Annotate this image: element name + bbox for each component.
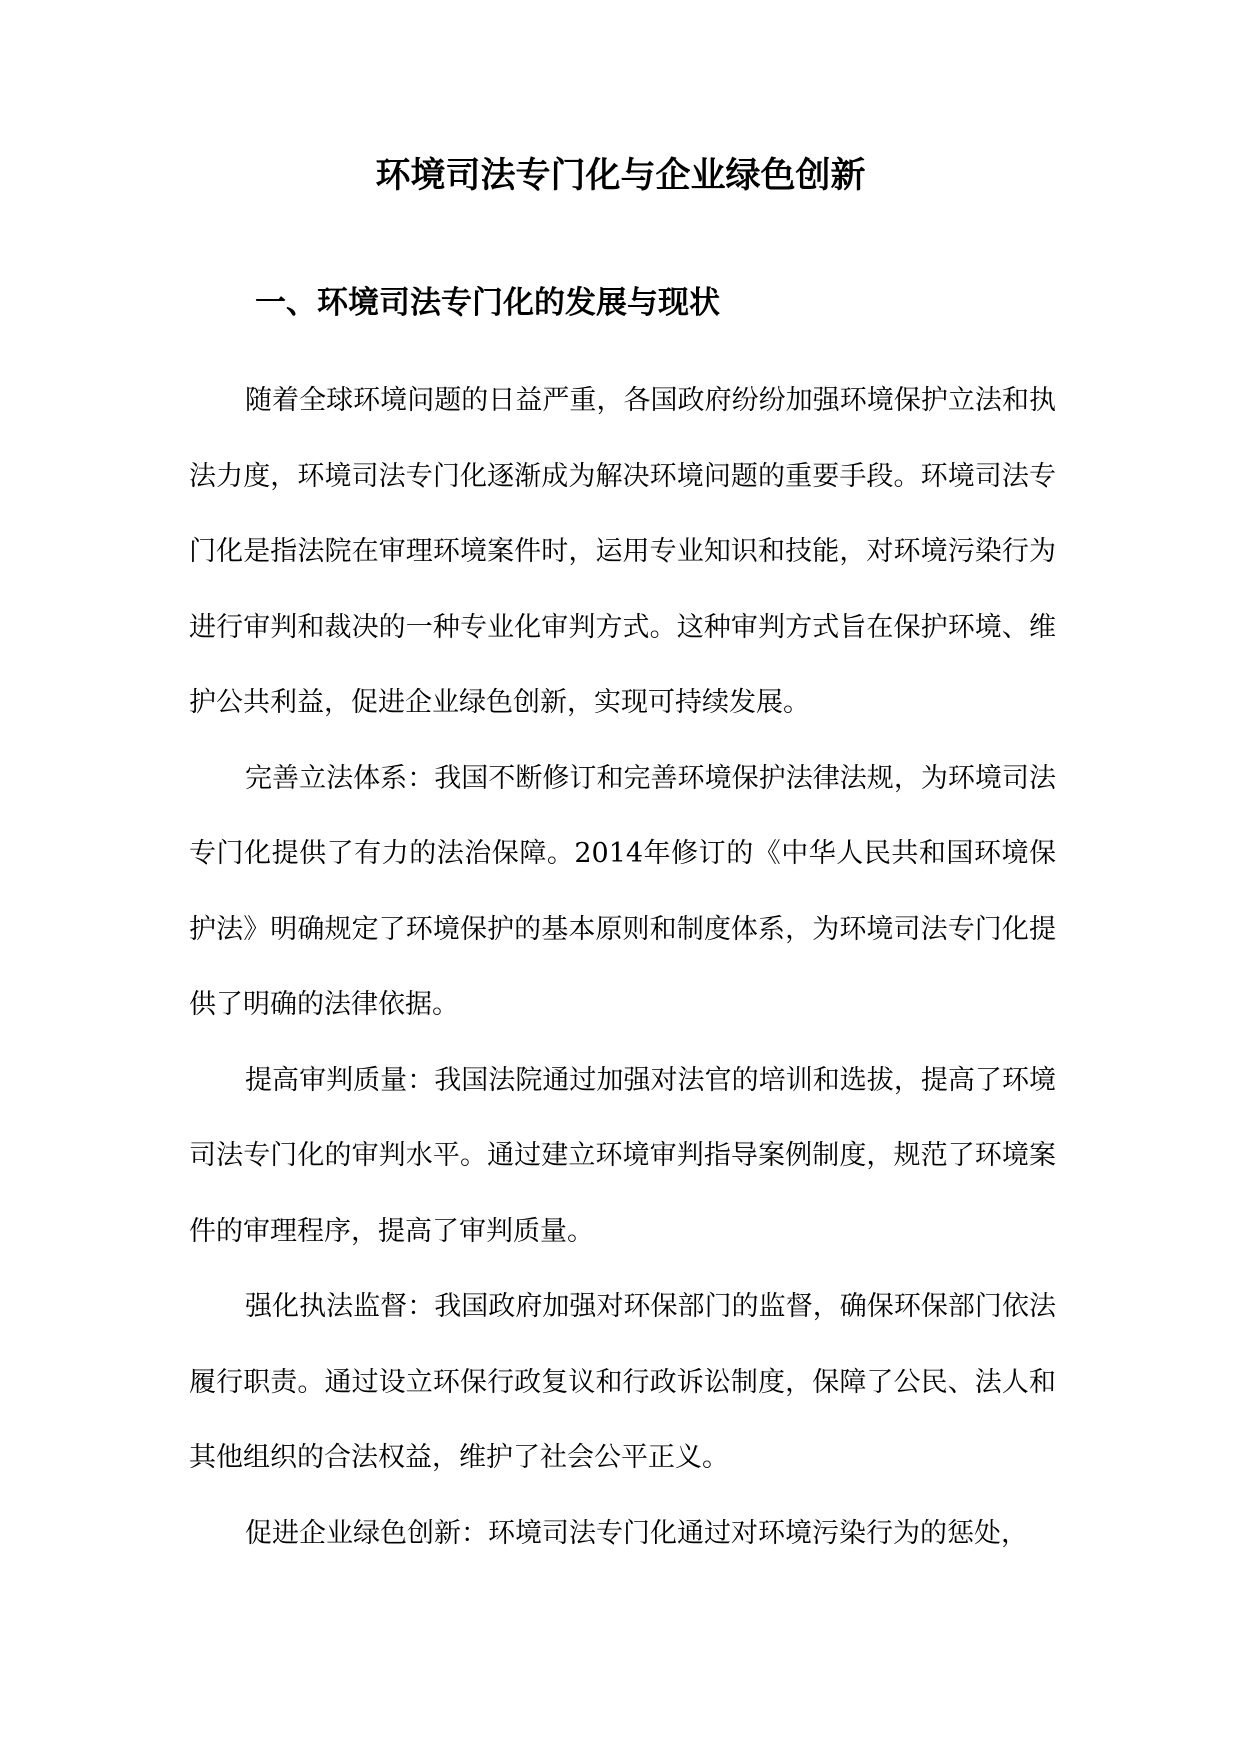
paragraph-green-innovation: 促进企业绿色创新：环境司法专门化通过对环境污染行为的惩处， xyxy=(245,1517,1028,1549)
paragraph-trial-quality: 提高审判质量：我国法院通过加强对法官的培训和选拔，提高了环境司法专门化的审判水平。通过建立环境审判指导案例制度，规范了环境案件的审理程序，提高了审判质量。 xyxy=(189,1064,1056,1247)
paragraph-supervision: 强化执法监督：我国政府加强对环保部门的监督，确保环保部门依法履行职责。通过设立环保行政复议和行政诉讼制度，保障了公民、法人和其他组织的合法权益，维护了社会公平正义。 xyxy=(189,1291,1056,1473)
section-heading: 一、环境司法专门化的发展与现状 xyxy=(255,285,720,321)
paragraph-intro: 随着全球环境问题的日益严重，各国政府纷纷加强环境保护立法和执法力度，环境司法专门化逐渐成为解决环境问题的重要手段。环境司法专门化是指法院在审理环境案件时，运用专业知识和技能，对环境污染行为进行审判和裁决的一种专业化审判方式。这种审判方式旨在保护环境、维护公共利益，促进企业绿色创新，实现可持续发展。 xyxy=(189,385,1056,718)
document-title: 环境司法专门化与企业绿色创新 xyxy=(375,155,866,196)
document-body xyxy=(189,363,1056,1571)
paragraph-legislation: 完善立法体系：我国不断修订和完善环境保护法律法规，为环境司法专门化提供了有力的法治保障。2014年修订的《中华人民共和国环境保护法》明确规定了环境保护的基本原则和制度体系，为环境司法专门化提供了明确的法律依据。 xyxy=(189,762,1056,1020)
